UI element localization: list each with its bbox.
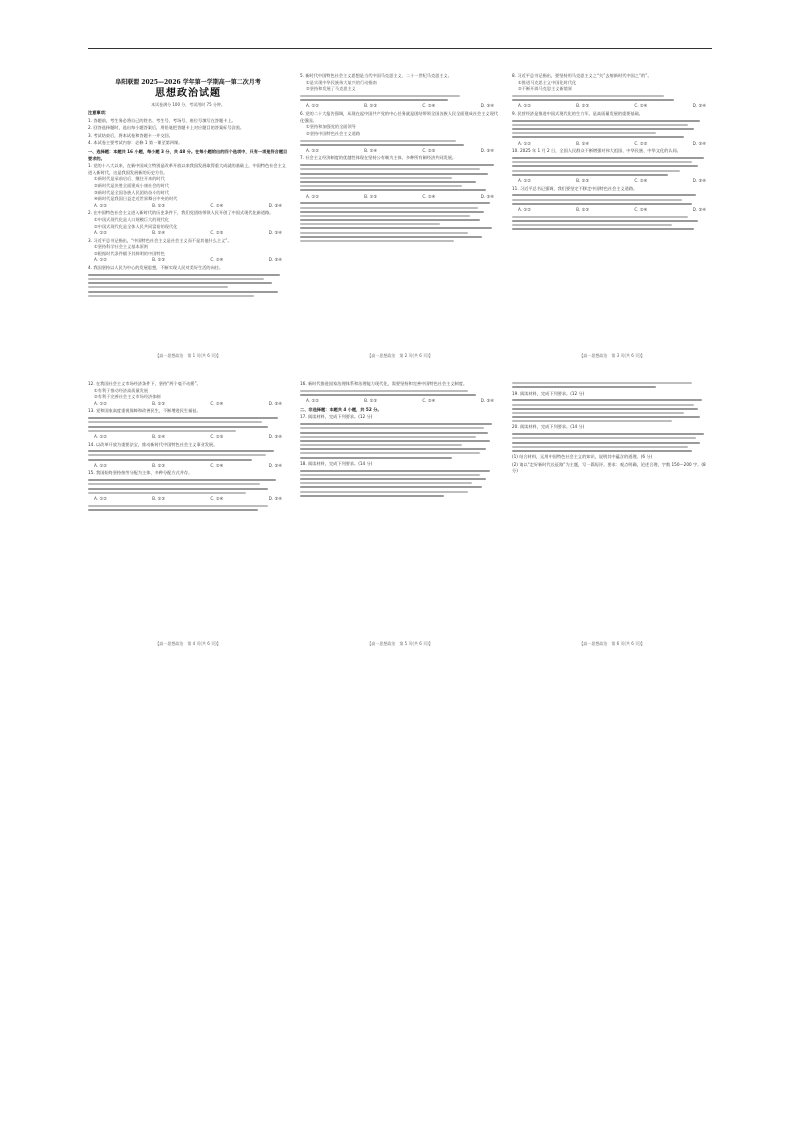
option: ②坚持和发展了马克思主义 xyxy=(306,86,356,92)
exam-page-2 xyxy=(300,72,500,362)
exam-sheet xyxy=(88,72,712,652)
illegible-text-block xyxy=(512,433,712,452)
choice: A. ①② xyxy=(306,103,319,109)
question: 4. 我国坚持以人民为中心的发展思想，不断实现人民对美好生活的向往。 xyxy=(88,265,224,271)
choice: D. ③④ xyxy=(692,206,706,212)
choice: C. ②④ xyxy=(210,462,224,468)
illegible-text-block xyxy=(88,479,288,494)
notice-item: 3. 考试结束后，将本试卷和答题卡一并交回。 xyxy=(88,132,173,138)
choice: B. ①③ xyxy=(152,462,166,468)
notice-item: 4. 本试卷主要考试内容：必修 1 第一课至第四课。 xyxy=(88,140,183,146)
choice: D. ③④ xyxy=(268,462,282,468)
answer-choices xyxy=(512,141,712,148)
choice: B. ①④ xyxy=(152,433,166,439)
choice: A. ①② xyxy=(94,230,107,236)
answer-choices xyxy=(300,398,500,405)
notice-item: 2. 回答选择题时，选出每小题答案后，用铅笔把答题卡上对应题目的答案标号涂黑。 xyxy=(88,125,245,131)
choice: A. ①② xyxy=(518,177,531,183)
choice: B. ①③ xyxy=(152,202,166,208)
exam-header-block xyxy=(88,78,288,108)
choice: C. ②④ xyxy=(210,400,224,406)
choice: A. ①② xyxy=(94,400,107,406)
choice: B. ①③ xyxy=(152,495,166,501)
question: 17. 阅读材料，完成下列要求。(12 分) xyxy=(300,414,373,420)
question: 5. 新时代中国特色社会主义思想是当代中国马克思主义、二十一世纪马克思主义。 xyxy=(300,73,452,78)
choice: C. ②③ xyxy=(422,147,436,153)
answer-choices xyxy=(88,401,288,408)
choice: C. ②④ xyxy=(422,103,436,109)
illegible-text-block xyxy=(300,423,500,459)
choice: C. ②④ xyxy=(210,495,224,501)
question: 9. 民营经济是推进中国式现代化的生力军，是高质量发展的重要基础。 xyxy=(512,110,643,116)
choice: A. ①② xyxy=(94,257,107,263)
choice: B. ①③ xyxy=(576,103,590,109)
choice: B. ①④ xyxy=(576,140,590,146)
choice: C. ②④ xyxy=(634,177,648,183)
answer-choices xyxy=(88,496,288,503)
choice: A. ①② xyxy=(518,206,531,212)
answer-choices xyxy=(88,257,288,264)
question: 18. 阅读材料，完成下列要求。(14 分) xyxy=(300,460,373,466)
question: 14. 以改革开放为重要法宝，推动新时代中国特色社会主义事业发展。 xyxy=(88,441,218,447)
exam-page-3 xyxy=(512,72,712,362)
choice: D. ③④ xyxy=(692,103,706,109)
choice: C. ②③ xyxy=(210,230,224,236)
option: ①是实现中华民族伟大复兴的行动指南 xyxy=(306,79,377,85)
page-footer: 【高一思想政治 第 1 页(共 6 页)】 xyxy=(155,353,221,359)
choice: D. ③④ xyxy=(268,202,282,208)
page-footer: 【高一思想政治 第 6 页(共 6 页)】 xyxy=(579,641,645,647)
choice: D. ③④ xyxy=(268,495,282,501)
notice-title: 注意事项： xyxy=(88,110,109,115)
choice: A. ①② xyxy=(94,202,107,208)
choice: A. ①② xyxy=(518,140,531,146)
illegible-text-block xyxy=(512,382,712,388)
question: 16. 新时代推进国家治理体系和治理能力现代化，需要坚持和完善中国特色社会主义制度。 xyxy=(300,381,468,386)
question: 1. 党的十八大以来，在新中国成立特别是改革开放以来我国发展取得重大成就的基础上，中国特色社会主义进入新时代，这是我国发展新的历史方位。 xyxy=(88,163,286,175)
page-footer: 【高一思想政治 第 2 页(共 6 页)】 xyxy=(367,353,433,359)
illegible-text-block xyxy=(512,399,712,422)
choice: B. ①③ xyxy=(576,206,590,212)
question: 11. 习近平总书记强调，我们要坚定不移走中国特色社会主义道路。 xyxy=(512,185,638,191)
choice: D. ③④ xyxy=(268,433,282,439)
option: ①中国式现代化是人口规模巨大的现代化 xyxy=(94,216,169,222)
illegible-text-block xyxy=(512,194,712,204)
choice: A. ①② xyxy=(94,462,107,468)
choice: A. ①② xyxy=(518,103,531,109)
question: 6. 党的二十大报告强调，从现在起中国共产党的中心任务就是团结带领全国各族人民全面建成社会主义现代化强国。 xyxy=(300,110,498,123)
answer-choices xyxy=(512,207,712,214)
illegible-text-block xyxy=(300,202,500,242)
exam-page-5 xyxy=(300,380,500,650)
question: 20. 阅读材料，完成下列要求。(14 分) xyxy=(512,424,585,430)
choice: B. ①④ xyxy=(364,147,378,153)
option: ①推进马克思主义中国化时代化 xyxy=(518,79,577,85)
choice: C. ②④ xyxy=(634,206,648,212)
choice: C. ②③ xyxy=(210,433,224,439)
option: ②不断开辟马克思主义新境界 xyxy=(518,86,573,92)
page-footer: 【高一思想政治 第 3 页(共 6 页)】 xyxy=(579,353,645,359)
answer-choices xyxy=(512,103,712,110)
choice: D. ③④ xyxy=(480,193,494,199)
choice: D. ③④ xyxy=(268,400,282,406)
illegible-text-block xyxy=(512,95,712,101)
notice-item: 1. 答题前，考生务必将自己的姓名、考生号、考场号、座位号填写在答题卡上。 xyxy=(88,117,236,123)
answer-choices xyxy=(300,148,500,155)
choice: D. ③④ xyxy=(480,398,494,404)
choice: A. ①② xyxy=(306,147,319,153)
choice: D. ③④ xyxy=(268,257,282,263)
answer-choices xyxy=(88,434,288,441)
choice: C. ②④ xyxy=(210,257,224,263)
answer-choices xyxy=(88,463,288,470)
question: (1) 结合材料，运用中国特色社会主义的知识，说明其中蕴含的道理。(6 分) xyxy=(512,454,653,460)
choice: B. ①③ xyxy=(364,398,378,404)
choice: B. ①③ xyxy=(364,103,378,109)
choice: B. ①④ xyxy=(152,230,166,236)
top-rule xyxy=(88,48,712,49)
option: ①新时代是承前启后、继往开来的时代 xyxy=(94,176,165,182)
illegible-text-block xyxy=(300,95,500,101)
option: ①有利于推动经济高质量发展 xyxy=(94,387,149,393)
exam-page-1 xyxy=(88,72,288,362)
choice: C. ②④ xyxy=(422,398,436,404)
exam-subject-title: 思想政治试题 xyxy=(155,88,221,99)
illegible-text-block xyxy=(88,274,288,297)
option: ②有利于完善社会主义市场经济体制 xyxy=(94,394,161,400)
answer-choices xyxy=(88,203,288,210)
option: ③新时代是全国各族人民团结奋斗的时代 xyxy=(94,189,169,195)
answer-choices xyxy=(88,230,288,237)
illegible-text-block xyxy=(88,450,288,460)
choice: C. ②④ xyxy=(634,103,648,109)
choice: B. ①③ xyxy=(152,400,166,406)
option: ②新时代是决胜全面建成小康社会的时代 xyxy=(94,182,169,188)
question: 19. 阅读材料，完成下列要求。(12 分) xyxy=(512,390,585,396)
question: 8. 习近平总书记指出，要坚持用马克思主义之“矢”去射新时代中国之“的”。 xyxy=(512,73,652,78)
choice: C. ②③ xyxy=(634,140,648,146)
option: ②中国式现代化是全体人民共同富裕的现代化 xyxy=(94,223,178,229)
question: 3. 习近平总书记指出，“中国特色社会主义是社会主义而不是其他什么主义”。 xyxy=(88,237,232,243)
choice: A. ①② xyxy=(94,495,107,501)
option: ①坚持和加强党的全面领导 xyxy=(306,124,356,130)
question: 15. 我国始终坚持按劳分配为主体、多种分配方式并存。 xyxy=(88,470,193,476)
illegible-text-block xyxy=(88,505,288,511)
section-heading: 二、非选择题：本题共 4 小题，共 52 分。 xyxy=(300,406,382,412)
illegible-text-block xyxy=(512,216,712,231)
choice: D. ③④ xyxy=(480,103,494,109)
section-heading: 一、选择题：本题共 16 小题，每小题 3 分，共 48 分。在每小题给出的四个选项中，只有一项是符合题目要求的。 xyxy=(88,148,288,161)
question: 12. 在我国社会主义市场经济条件下，坚持“两个毫不动摇”。 xyxy=(88,381,201,386)
choice: D. ③④ xyxy=(268,230,282,236)
illegible-text-block xyxy=(300,140,500,146)
illegible-text-block xyxy=(88,417,288,432)
option: ①坚持科学社会主义基本原则 xyxy=(94,244,149,250)
choice: C. ②④ xyxy=(210,202,224,208)
exam-header: 阜阳联盟 2025—2026 学年第一学期高一第二次月考 xyxy=(115,79,261,86)
option: ④新时代是我国日益走近世界舞台中央的时代 xyxy=(94,196,178,202)
exam-meta: 本试卷满分 100 分，考试用时 75 分钟。 xyxy=(151,102,225,107)
question: 13. 党和国家高度重视保障和改善民生，不断增进民生福祉。 xyxy=(88,408,201,414)
illegible-text-block xyxy=(300,164,500,191)
page-footer: 【高一思想政治 第 4 页(共 6 页)】 xyxy=(155,641,221,647)
answer-choices xyxy=(300,194,500,201)
option: ②根据时代条件赋予其鲜明的中国特色 xyxy=(94,250,165,256)
exam-page-4 xyxy=(88,380,288,650)
choice: B. ①③ xyxy=(152,257,166,263)
option: ②坚持中国特色社会主义道路 xyxy=(306,130,361,136)
choice: A. ①② xyxy=(94,433,107,439)
choice: B. ①③ xyxy=(576,177,590,183)
choice: A. ①② xyxy=(306,193,319,199)
choice: C. ②④ xyxy=(422,193,436,199)
question: 2. 在中国特色社会主义进入新时代的历史条件下，我们党团结带领人民开创了中国式现代化新道路。 xyxy=(88,210,274,216)
question: (2) 请以“走好新时代长征路”为主题，写一篇短评。要求：观点明确，论述合理，字数 150～200 字。(8 分) xyxy=(512,461,706,474)
choice: D. ③④ xyxy=(692,140,706,146)
illegible-text-block xyxy=(300,390,500,396)
question: 10. 2025 年 1 月 2 日，全国人民群众不断增强对伟大祖国、中华民族、中华文化的认同。 xyxy=(512,148,681,154)
illegible-text-block xyxy=(300,470,500,497)
choice: B. ①③ xyxy=(364,193,378,199)
exam-page-6 xyxy=(512,380,712,650)
choice: A. ①② xyxy=(306,398,319,404)
answer-choices xyxy=(512,178,712,185)
illegible-text-block xyxy=(512,120,712,139)
page-footer: 【高一思想政治 第 5 页(共 6 页)】 xyxy=(367,641,433,647)
answer-choices xyxy=(300,103,500,110)
illegible-text-block xyxy=(512,157,712,176)
choice: D. ③④ xyxy=(480,147,494,153)
question: 7. 社会主义经济制度的优越性体现在坚持公有制为主体、多种所有制经济共同发展。 xyxy=(300,155,457,161)
choice: D. ③④ xyxy=(692,177,706,183)
